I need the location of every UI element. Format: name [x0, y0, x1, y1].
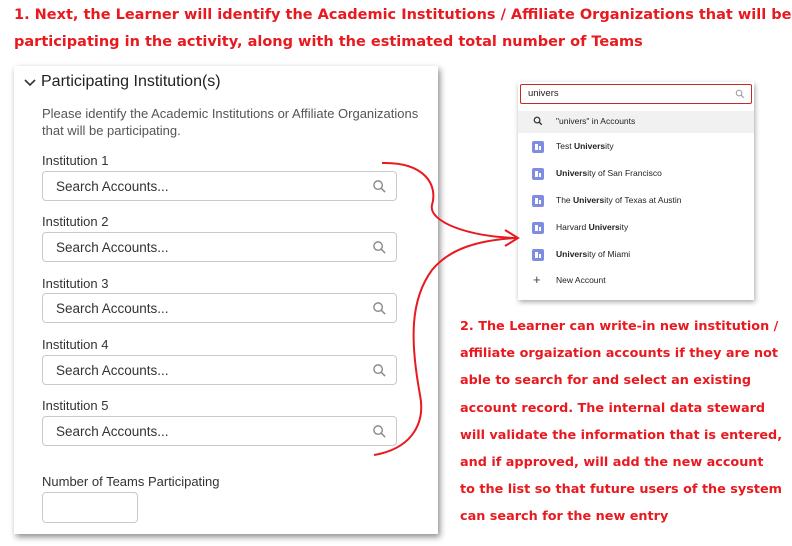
participating-institutions-panel [14, 66, 438, 534]
institution-4-label: Institution 4 [42, 337, 109, 352]
instruction-caption-line1: 1. Next, the Learner will identify the Academic Institutions / Affiliate Organizations that will be [14, 7, 792, 23]
account-result-option[interactable] [518, 136, 754, 158]
account-result-label: University of San Francisco [556, 168, 662, 178]
search-icon [372, 301, 387, 316]
account-lookup-dropdown [518, 82, 754, 300]
search-in-accounts-label: "univers" in Accounts [556, 116, 636, 126]
institution-5-search-input[interactable] [42, 416, 397, 446]
account-result-option[interactable] [518, 190, 754, 212]
write-in-explanation-note: 2. The Learner can write-in new institution / affiliate orgaization accounts if they are not able to search for and select an existing account record. The internal data steward will validate the information that is entered, and if approved, will add the new account to the list so that future users of the system can search for the new entry [460, 319, 783, 525]
institution-2-label: Institution 2 [42, 214, 109, 229]
institution-1-search-input[interactable] [42, 171, 397, 201]
institution-5-label: Institution 5 [42, 398, 109, 413]
section-instructions: Please identify the Academic Institutions or Affiliate Organizations that will be participating. [42, 106, 419, 138]
institution-3-label: Institution 3 [42, 276, 109, 291]
institution-3-search-input[interactable] [42, 293, 397, 323]
teams-count-label: Number of Teams Participating [42, 474, 220, 489]
search-placeholder: Search Accounts... [56, 179, 169, 194]
account-result-label: University of Miami [556, 249, 631, 259]
plus-icon: + [533, 272, 541, 287]
search-placeholder: Search Accounts... [56, 301, 169, 316]
account-icon [532, 168, 544, 180]
search-placeholder: Search Accounts... [56, 240, 169, 255]
search-icon [533, 116, 543, 126]
section-title: Participating Institution(s) [41, 73, 221, 90]
account-result-option[interactable] [518, 163, 754, 185]
account-icon [532, 249, 544, 261]
account-result-option[interactable] [518, 244, 754, 266]
account-icon [532, 195, 544, 207]
account-icon [532, 141, 544, 153]
institution-2-search-input[interactable] [42, 232, 397, 262]
lookup-query: univers [528, 88, 559, 99]
account-result-label: Harvard University [556, 222, 629, 232]
new-account-label: New Account [556, 275, 606, 285]
search-icon [372, 424, 387, 439]
instruction-caption-line2: participating in the activity, along with the estimated total number of Teams [14, 34, 643, 50]
search-placeholder: Search Accounts... [56, 424, 169, 439]
account-lookup-input[interactable] [520, 84, 752, 104]
account-icon [532, 222, 544, 234]
search-icon [372, 363, 387, 378]
account-result-label: Test University [556, 141, 614, 151]
search-placeholder: Search Accounts... [56, 363, 169, 378]
search-icon [372, 240, 387, 255]
institution-4-search-input[interactable] [42, 355, 397, 385]
section-header[interactable] [22, 70, 221, 94]
search-icon [735, 89, 745, 99]
account-result-option[interactable] [518, 217, 754, 239]
search-in-accounts-option[interactable] [518, 111, 754, 133]
institution-1-label: Institution 1 [42, 153, 109, 168]
search-icon [372, 179, 387, 194]
teams-count-input[interactable] [42, 492, 138, 523]
chevron-down-icon[interactable] [22, 74, 38, 90]
new-account-option[interactable] [518, 270, 754, 292]
account-result-label: The University of Texas at Austin [556, 195, 682, 205]
